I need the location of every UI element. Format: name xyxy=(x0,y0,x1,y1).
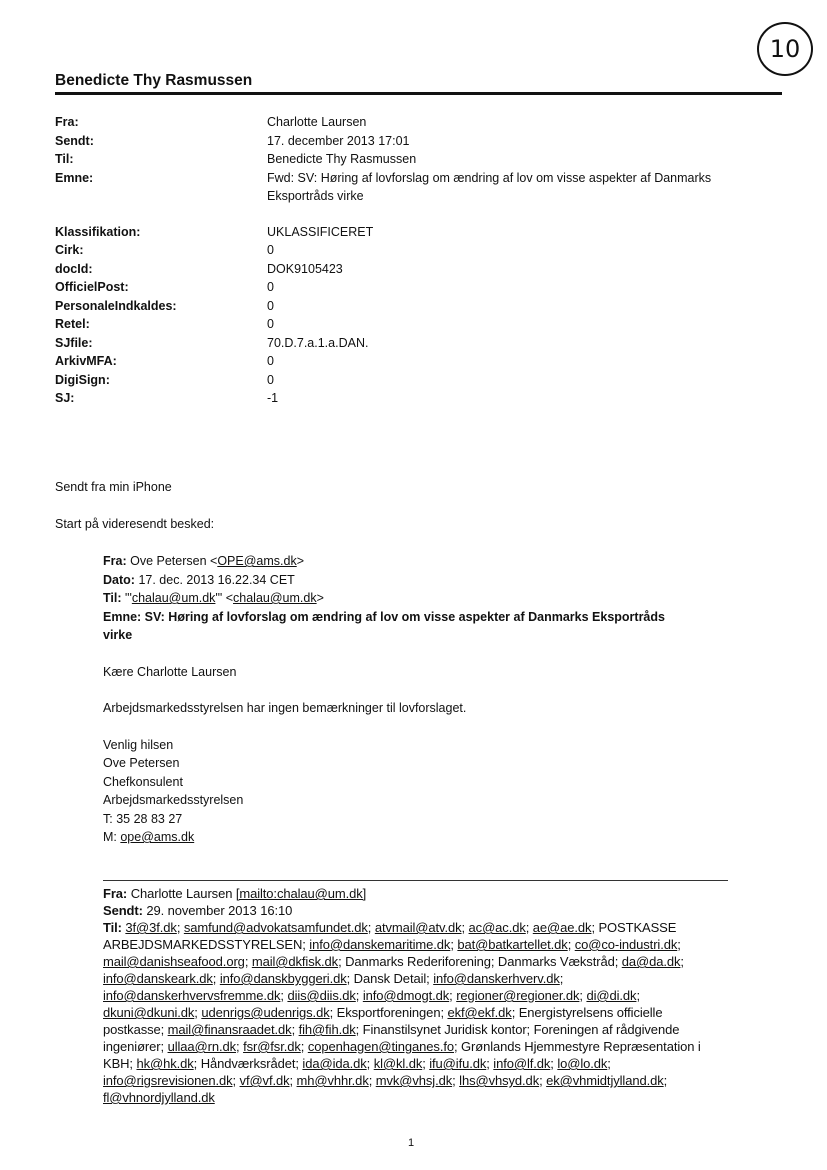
meta-field-row xyxy=(55,352,782,371)
meta-label: Retel: xyxy=(55,317,90,331)
recipient-email-link[interactable]: info@danskeark.dk xyxy=(103,971,213,986)
meta-label: Fra: xyxy=(55,115,79,129)
fwd-to-close: > xyxy=(316,591,324,605)
signature-name: Ove Petersen xyxy=(103,756,180,770)
recipient-separator-text: ; xyxy=(355,988,363,1003)
recipient-separator-text: ; xyxy=(366,1056,374,1071)
meta-field-row xyxy=(55,371,782,390)
recipient-email-link[interactable]: fl@vhnordjylland.dk xyxy=(103,1090,215,1105)
forward-intro: Start på videresendt besked: xyxy=(55,517,215,531)
recipient-email-link[interactable]: info@rigsrevisionen.dk xyxy=(103,1073,233,1088)
meta-field-row xyxy=(55,315,782,334)
fwd-date-value: 17. dec. 2013 16.22.34 CET xyxy=(138,572,295,587)
orig-sent-value: 29. november 2013 16:10 xyxy=(146,903,293,918)
fwd-from-name: Ove Petersen < xyxy=(130,554,218,568)
recipient-email-link[interactable]: bat@batkartellet.dk xyxy=(457,937,568,952)
meta-label: ArkivMFA: xyxy=(55,354,117,368)
orig-to-label: Til: xyxy=(103,920,122,935)
recipient-email-link[interactable]: kl@kl.dk xyxy=(373,1056,423,1071)
meta-field-row xyxy=(55,260,782,279)
recipient-email-link[interactable]: mail@finansraadet.dk xyxy=(167,1022,292,1037)
recipient-separator-text: ; xyxy=(212,971,220,986)
meta-value-to: Benedicte Thy Rasmussen xyxy=(267,152,417,166)
recipient-email-link[interactable]: vf@vf.dk xyxy=(239,1073,290,1088)
recipient-separator-text: ; xyxy=(422,1056,430,1071)
signature-regards: Venlig hilsen xyxy=(103,737,174,752)
orig-from-label: Fra: xyxy=(103,886,128,901)
fwd-to-email-link-2[interactable]: chalau@um.dk xyxy=(233,591,317,605)
recipient-separator-text: ; xyxy=(579,988,587,1003)
recipient-email-link[interactable]: info@danskbyggeri.dk xyxy=(219,971,347,986)
recipient-email-link[interactable]: ekf@ekf.dk xyxy=(447,1005,512,1020)
meta-label: SJfile: xyxy=(55,335,93,350)
fwd-greeting: Kære Charlotte Laursen xyxy=(103,664,237,679)
recipient-separator-text: ; Eksportforeningen; xyxy=(329,1005,448,1020)
recipient-separator-text: ; xyxy=(291,1022,299,1037)
recipient-separator-text: ; xyxy=(232,1073,240,1088)
recipient-separator-text: ; xyxy=(677,937,681,952)
orig-sent-line xyxy=(103,902,721,919)
meta-value-subject xyxy=(267,169,782,206)
signature-mail-prefix: M: xyxy=(103,830,121,844)
recipient-email-link[interactable]: copenhagen@tinganes.fo xyxy=(307,1039,454,1054)
recipient-separator-text: ; Danmarks Rederiforening; Danmarks Vækstråd; xyxy=(338,954,622,969)
recipient-email-link[interactable]: mail@danishseafood.org xyxy=(103,954,245,969)
meta-label: Klassifikation: xyxy=(55,224,141,239)
meta-value-from: Charlotte Laursen xyxy=(267,115,367,129)
recipient-separator-text: ; xyxy=(680,954,684,969)
recipient-separator-text: ; xyxy=(452,1073,460,1088)
recipient-separator-text: ; xyxy=(636,988,640,1003)
meta-value: 0 xyxy=(267,354,274,368)
recipient-email-link[interactable]: co@co-industri.dk xyxy=(574,937,678,952)
header-divider xyxy=(55,92,782,95)
recipient-separator-text: ; xyxy=(176,920,184,935)
signature-phone: T: 35 28 83 27 xyxy=(103,811,183,826)
recipient-separator-text: ; xyxy=(567,937,575,952)
recipient-separator-text: ; Dansk Detail; xyxy=(346,971,434,986)
recipient-separator-text: ; xyxy=(289,1073,297,1088)
recipient-email-link[interactable]: ida@ida.dk xyxy=(302,1056,367,1071)
recipient-separator-text: ; xyxy=(236,1039,244,1054)
recipient-separator-text: ; xyxy=(550,1056,558,1071)
recipient-email-link[interactable]: regioner@regioner.dk xyxy=(456,988,580,1003)
recipient-email-link[interactable]: atvmail@atv.dk xyxy=(374,920,462,935)
recipient-separator-text: ; xyxy=(194,1005,202,1020)
recipient-email-link[interactable]: info@lf.dk xyxy=(493,1056,551,1071)
fwd-to-open: "' xyxy=(125,591,132,605)
fwd-message-text: Arbejdsmarkedsstyrelsen har ingen bemærkninger til lovforslaget. xyxy=(103,701,467,715)
recipient-email-link[interactable]: dkuni@dkuni.dk xyxy=(103,1005,195,1020)
orig-sent-label: Sendt: xyxy=(103,903,143,918)
meta-value: 70.D.7.a.1.a.DAN. xyxy=(267,335,369,350)
meta-label: OfficielPost: xyxy=(55,280,129,294)
recipient-email-link[interactable]: info@dmogt.dk xyxy=(362,988,450,1003)
fwd-to-email-link[interactable]: chalau@um.dk xyxy=(131,591,216,605)
orig-from-mailto-link[interactable]: [mailto:chalau@um.dk] xyxy=(235,886,367,901)
recipient-separator-text: ; xyxy=(461,920,469,935)
recipient-list xyxy=(103,920,701,1105)
signature-organisation: Arbejdsmarkedsstyrelsen xyxy=(103,793,244,807)
recipient-email-link[interactable]: ae@ae.dk xyxy=(532,920,592,935)
recipient-email-link[interactable]: ullaa@rn.dk xyxy=(167,1039,237,1054)
meta-value: 0 xyxy=(267,280,274,294)
recipient-email-link[interactable]: ifu@ifu.dk xyxy=(429,1056,487,1071)
recipient-email-link[interactable]: 3f@3f.dk xyxy=(125,920,177,935)
subject-line-2: Eksportråds virke xyxy=(267,189,364,203)
meta-value: 0 xyxy=(267,298,274,313)
recipient-email-link[interactable]: fsr@fsr.dk xyxy=(243,1039,301,1054)
meta-label: Til: xyxy=(55,152,74,166)
recipient-email-link[interactable]: di@di.dk xyxy=(586,988,637,1003)
subject-line-1: Fwd: SV: Høring af lovforslag om ændring af lov om visse aspekter af Danmarks xyxy=(267,170,712,185)
meta-label: PersonaleIndkaldes: xyxy=(55,298,177,313)
recipient-email-link[interactable]: ac@ac.dk xyxy=(468,920,526,935)
recipient-email-link[interactable]: lo@lo.dk xyxy=(557,1056,608,1071)
recipient-email-link[interactable]: mh@vhhr.dk xyxy=(296,1073,369,1088)
original-message xyxy=(103,885,721,1106)
meta-row-sent xyxy=(55,132,782,151)
recipient-separator-text: ; xyxy=(244,954,252,969)
fwd-from-label: Fra: xyxy=(103,554,127,568)
quoted-message-divider xyxy=(103,880,728,881)
page-number: 1 xyxy=(408,1137,415,1149)
signature-email-link[interactable]: ope@ams.dk xyxy=(120,830,195,844)
recipient-separator-text: ; xyxy=(486,1056,494,1071)
forwarded-message xyxy=(103,552,743,847)
meta-field-row xyxy=(55,389,782,408)
recipient-email-link[interactable]: hk@hk.dk xyxy=(136,1056,194,1071)
handwritten-page-mark: 10 xyxy=(757,22,813,76)
sent-from-line: Sendt fra min iPhone xyxy=(55,480,172,494)
recipient-email-link[interactable]: info@danskemaritime.dk xyxy=(309,937,451,952)
fwd-date-line xyxy=(103,571,743,590)
recipient-separator-text: ; Grønlands Hjemmestyre Repræsentation i KBH; xyxy=(103,1039,701,1071)
recipient-separator-text: ; xyxy=(449,988,457,1003)
meta-value: DOK9105423 xyxy=(267,261,343,276)
recipient-separator-text: ; xyxy=(559,971,564,986)
recipient-email-link[interactable]: lhs@vhsyd.dk xyxy=(459,1073,540,1088)
recipient-email-link[interactable]: mvk@vhsj.dk xyxy=(375,1073,453,1088)
recipient-email-link[interactable]: fih@fih.dk xyxy=(298,1022,356,1037)
meta-field-row xyxy=(55,278,782,297)
meta-field-row xyxy=(55,334,782,353)
recipient-separator-text: ; xyxy=(450,937,458,952)
recipient-separator-text: ; Finanstilsynet Juridisk kontor; Foreningen af rådgivende ingeniører; xyxy=(103,1022,680,1054)
fwd-to-line xyxy=(103,589,743,608)
meta-label: SJ: xyxy=(55,391,75,405)
mailbox-owner-name: Benedicte Thy Rasmussen xyxy=(55,72,253,89)
recipient-separator-text: ; Håndværksrådet; xyxy=(193,1056,303,1071)
recipient-email-link[interactable]: diis@diis.dk xyxy=(287,988,356,1003)
recipient-separator-text: ; xyxy=(368,1073,376,1088)
recipient-separator-text: ; xyxy=(663,1073,668,1088)
meta-value-sent: 17. december 2013 17:01 xyxy=(267,133,410,148)
recipient-email-link[interactable]: ek@vhmidtjylland.dk xyxy=(546,1073,664,1088)
orig-from-name: Charlotte Laursen xyxy=(130,886,236,901)
recipient-email-link[interactable]: info@danskerhverv.dk xyxy=(433,971,560,986)
meta-value: 0 xyxy=(267,317,274,331)
meta-field-row xyxy=(55,297,782,316)
recipient-separator-text: ; xyxy=(280,988,288,1003)
meta-label: Cirk: xyxy=(55,243,84,257)
signature-title: Chefkonsulent xyxy=(103,774,183,789)
meta-label: Sendt: xyxy=(55,133,94,148)
meta-field-row xyxy=(55,241,782,260)
fwd-from-line xyxy=(103,552,743,571)
meta-row-to xyxy=(55,150,782,169)
message-header-table xyxy=(55,113,782,408)
orig-recipients xyxy=(103,919,721,1106)
fwd-subject-line-1: Emne: SV: Høring af lovforslag om ændring af lov om visse aspekter af Danmarks Eksportråds xyxy=(103,609,665,624)
recipient-email-link[interactable]: samfund@advokatsamfundet.dk xyxy=(183,920,368,935)
recipient-email-link[interactable]: mail@dkfisk.dk xyxy=(251,954,339,969)
signature-mail-line xyxy=(103,828,743,847)
recipient-separator-text: ; Energistyrelsens officielle postkasse; xyxy=(103,1005,663,1037)
meta-field-row xyxy=(55,223,782,242)
recipient-separator-text: ; xyxy=(607,1056,611,1071)
fwd-to-label: Til: xyxy=(103,591,122,605)
fwd-from-close: > xyxy=(296,554,305,568)
recipient-email-link[interactable]: udenrigs@udenrigs.dk xyxy=(201,1005,330,1020)
meta-value: 0 xyxy=(267,372,274,387)
recipient-separator-text: ; xyxy=(300,1039,308,1054)
recipient-separator-text: ; xyxy=(539,1073,547,1088)
fwd-from-email-link[interactable]: OPE@ams.dk xyxy=(217,554,297,568)
recipient-email-link[interactable]: info@danskerhvervsfremme.dk xyxy=(103,988,281,1003)
recipient-separator-text: ; xyxy=(367,920,375,935)
meta-label: Emne: xyxy=(55,170,94,185)
recipient-email-link[interactable]: da@da.dk xyxy=(621,954,681,969)
meta-row-from xyxy=(55,113,782,132)
fwd-date-label: Dato: xyxy=(103,572,135,587)
fwd-to-mid: '" < xyxy=(215,591,234,605)
orig-from-line xyxy=(103,885,721,902)
meta-label: DigiSign: xyxy=(55,372,110,387)
meta-row-subject xyxy=(55,169,782,206)
meta-value: -1 xyxy=(267,391,279,405)
meta-value: UKLASSIFICERET xyxy=(267,224,374,239)
fwd-subject-line-2: virke xyxy=(103,628,133,642)
meta-value: 0 xyxy=(267,243,274,257)
recipient-separator-text: ; xyxy=(525,920,533,935)
recipient-separator-text: ; POSTKASSE ARBEJDSMARKEDSSTYRELSEN; xyxy=(103,920,677,952)
meta-label: docId: xyxy=(55,261,93,276)
